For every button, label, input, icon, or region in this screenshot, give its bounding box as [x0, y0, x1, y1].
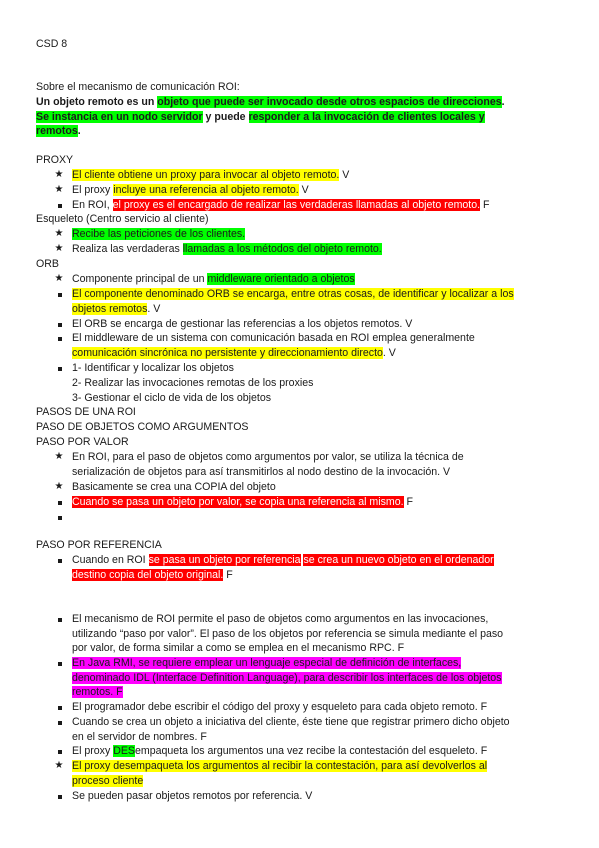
- misc-item-2-line-3: [72, 685, 123, 700]
- misc-item-4-line-1: Cuando se crea un objeto a iniciativa del cliente, éste tiene que registrar primero dicho objeto: [72, 716, 510, 728]
- referencia-item-1-line-1: [72, 553, 494, 568]
- misc-item-1-line-1: El mecanismo de ROI permite el paso de objetos como argumentos en las invocaciones,: [72, 613, 489, 625]
- red-highlight: se crea un nuevo objeto en el ordenador: [303, 554, 494, 566]
- orb-item-3: El ORB se encarga de gestionar las referencias a los objetos remotos. V: [72, 318, 413, 330]
- green-highlight: responder a la invocación de clientes locales y: [248, 111, 485, 123]
- valor-item-1-line-1: En ROI, para el paso de objetos como argumentos por valor, se utiliza la técnica de: [72, 451, 464, 463]
- magenta-highlight: denominado IDL (Interface Definition Language), para describir los interfaces de los objetos: [72, 672, 502, 684]
- pasos-heading: PASOS DE UNA ROI: [36, 406, 136, 418]
- esqueleto-item-2: [72, 242, 382, 257]
- item-text: Componente principal de un: [72, 273, 208, 285]
- intro-line-3: [36, 124, 81, 139]
- item-text: Cuando en ROI: [72, 554, 149, 566]
- misc-item-2-line-2: [72, 671, 502, 686]
- misc-item-1-line-3: por valor, de forma similar a como se emplea en el mecanismo RPC. F: [72, 642, 405, 654]
- esqueleto-heading: Esqueleto (Centro servicio al cliente): [36, 213, 209, 225]
- yellow-highlight: comunicación sincrónica no persistente y direccionamiento directo: [72, 347, 383, 359]
- intro-text: y puede: [202, 111, 249, 123]
- square-bullet-icon: [58, 367, 62, 371]
- red-highlight: Cuando se pasa un objeto por valor, se copia una referencia al mismo.: [72, 496, 404, 508]
- green-highlight: DES: [113, 745, 136, 757]
- square-bullet-icon: [58, 706, 62, 710]
- verdict-text: F: [480, 199, 490, 211]
- yellow-highlight: incluye una referencia al objeto remoto.: [113, 184, 299, 196]
- paso-valor-heading: PASO POR VALOR: [36, 436, 129, 448]
- misc-item-3: El programador debe escribir el código del proxy y esqueleto para cada objeto remoto. F: [72, 701, 488, 713]
- square-bullet-icon: [58, 337, 62, 341]
- star-bullet-icon: ★: [54, 273, 64, 284]
- orb-item-4-line-2: [72, 346, 396, 361]
- verdict-text: F: [403, 496, 413, 508]
- star-bullet-icon: ★: [54, 184, 64, 195]
- square-bullet-icon: [58, 501, 62, 505]
- square-bullet-icon: [58, 323, 62, 327]
- item-text: empaqueta los argumentos una vez recibe la contestación del esqueleto. F: [135, 745, 488, 757]
- intro-line-1: [36, 95, 505, 110]
- intro-heading: Sobre el mecanismo de comunicación ROI:: [36, 81, 240, 93]
- valor-item-2: Basicamente se crea una COPIA del objeto: [72, 481, 276, 493]
- square-bullet-icon: [58, 750, 62, 754]
- verdict-text: V: [298, 184, 309, 196]
- green-highlight: llamadas a los métodos del objeto remoto.: [182, 243, 382, 255]
- proxy-item-2: [72, 183, 309, 198]
- misc-item-6-line-2: [72, 774, 143, 789]
- item-text: El proxy: [72, 184, 114, 196]
- orb-item-5-line-3: 3- Gestionar el ciclo de vida de los objetos: [72, 392, 272, 404]
- misc-item-6-line-1: [72, 759, 487, 774]
- misc-item-4-line-2: en el servidor de nombres. F: [72, 731, 207, 743]
- green-highlight: remotos: [36, 125, 78, 137]
- square-bullet-icon: [58, 662, 62, 666]
- green-highlight: objeto que puede ser invocado desde otros espacios de direcciones: [157, 96, 502, 108]
- square-bullet-icon: [58, 721, 62, 725]
- orb-heading: ORB: [36, 258, 59, 270]
- proxy-heading: PROXY: [36, 154, 74, 166]
- magenta-highlight: remotos. F: [72, 686, 123, 698]
- yellow-highlight: El proxy desempaqueta los argumentos al recibir la contestación, para así devolverlos al: [72, 760, 488, 772]
- item-text: Realiza las verdaderas: [72, 243, 183, 255]
- square-bullet-icon: [58, 293, 62, 297]
- square-bullet-icon: [58, 559, 62, 563]
- magenta-highlight: En Java RMI, se requiere emplear un lenguaje especial de definición de interfaces,: [72, 657, 462, 669]
- square-bullet-icon: [58, 795, 62, 799]
- referencia-item-1-line-2: [72, 568, 233, 583]
- yellow-highlight: El cliente obtiene un proxy para invocar al objeto remoto.: [72, 169, 340, 181]
- star-bullet-icon: ★: [54, 760, 64, 771]
- valor-item-3: [72, 495, 413, 510]
- intro-text: .: [501, 96, 505, 108]
- proxy-item-1: [72, 168, 349, 183]
- paso-objetos-heading: PASO DE OBJETOS COMO ARGUMENTOS: [36, 421, 249, 433]
- yellow-highlight: objetos remotos: [72, 303, 148, 315]
- orb-item-1: [72, 272, 355, 287]
- square-bullet-icon: [58, 618, 62, 622]
- square-bullet-icon: [58, 516, 62, 520]
- orb-item-2-line-1: [72, 287, 514, 302]
- misc-item-5: [72, 744, 487, 759]
- red-highlight: se pasa un objeto por referencia: [148, 554, 301, 566]
- star-bullet-icon: ★: [54, 169, 64, 180]
- item-text: En ROI,: [72, 199, 113, 211]
- green-highlight: middleware orientado a objetos: [207, 273, 355, 285]
- intro-text: .: [77, 125, 81, 137]
- star-bullet-icon: ★: [54, 481, 64, 492]
- orb-item-5-line-2: 2- Realizar las invocaciones remotas de los proxies: [72, 377, 314, 389]
- document-title: CSD 8: [36, 38, 68, 50]
- item-text: El proxy: [72, 745, 114, 757]
- intro-line-2: [36, 110, 485, 125]
- proxy-item-3: [72, 198, 490, 213]
- green-highlight: Se instancia en un nodo servidor: [36, 111, 203, 123]
- orb-item-2-line-2: [72, 302, 160, 317]
- red-highlight: destino copia del objeto original.: [72, 569, 224, 581]
- misc-item-2-line-1: [72, 656, 461, 671]
- orb-item-4-line-1: El middleware de un sistema con comunicación basada en ROI emplea generalmente: [72, 332, 475, 344]
- paso-referencia-heading: PASO POR REFERENCIA: [36, 539, 162, 551]
- valor-item-1-line-2: serialización de objetos para así transmitirlos al nodo destino de la invocación. V: [72, 466, 451, 478]
- red-highlight: el proxy es el encargado de realizar las verdaderas llamadas al objeto remoto.: [112, 199, 481, 211]
- star-bullet-icon: ★: [54, 451, 64, 462]
- verdict-text: . V: [147, 303, 161, 315]
- verdict-text: F: [223, 569, 233, 581]
- verdict-text: V: [339, 169, 350, 181]
- verdict-text: . V: [382, 347, 396, 359]
- square-bullet-icon: [58, 204, 62, 208]
- star-bullet-icon: ★: [54, 243, 64, 254]
- green-highlight: Recibe las peticiones de los clientes.: [72, 228, 246, 240]
- misc-item-1-line-2: utilizando “paso por valor”. El paso de los objetos por referencia se simula mediante el paso: [72, 628, 504, 640]
- star-bullet-icon: ★: [54, 228, 64, 239]
- yellow-highlight: El componente denominado ORB se encarga, entre otras cosas, de identificar y localizar a los: [72, 288, 514, 300]
- yellow-highlight: proceso cliente: [72, 775, 144, 787]
- orb-item-5-line-1: 1- Identificar y localizar los objetos: [72, 362, 234, 374]
- esqueleto-item-1: [72, 227, 245, 242]
- intro-text: Un objeto remoto es un: [36, 96, 158, 108]
- misc-item-7: Se pueden pasar objetos remotos por referencia. V: [72, 790, 313, 802]
